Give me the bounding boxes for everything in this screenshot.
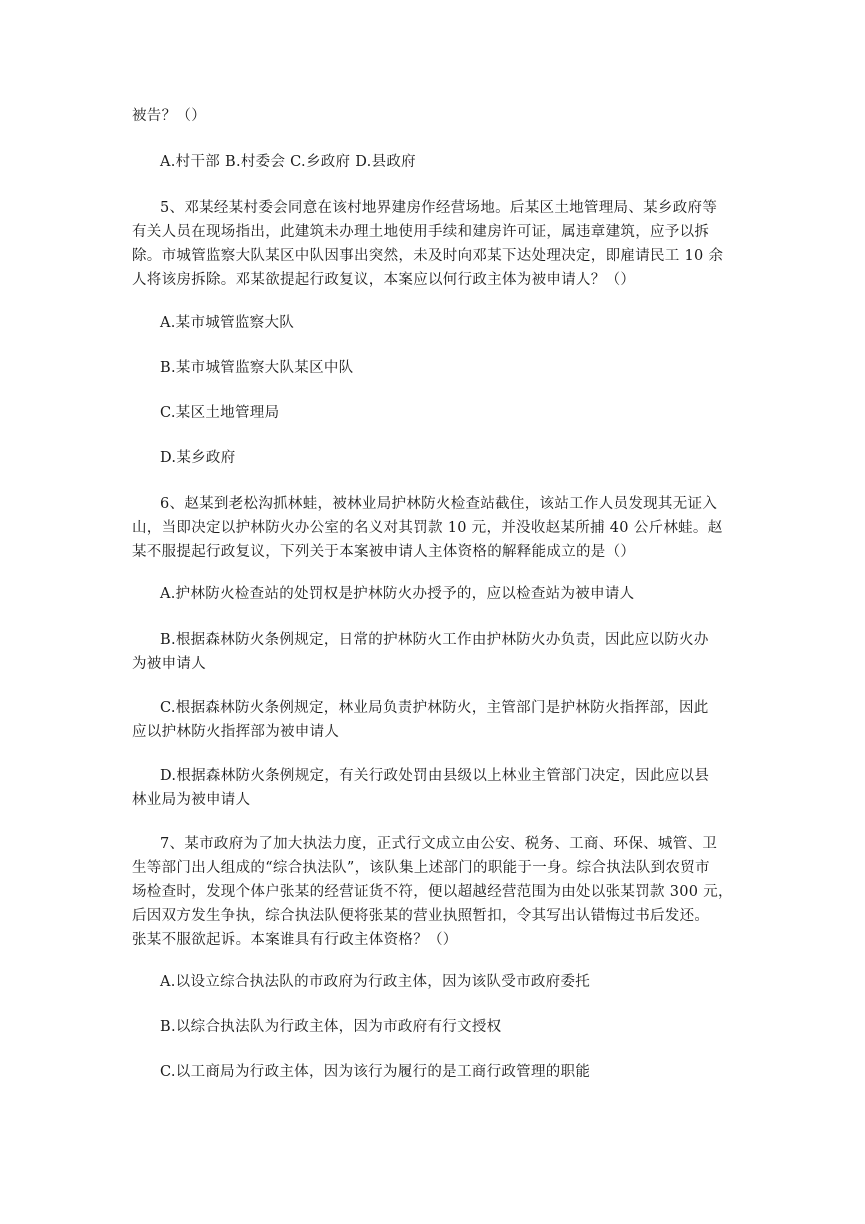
question-7-option-c: C.以工商局为行政主体，因为该行为履行的是工商行政管理的职能 <box>160 1064 591 1080</box>
question-6-option-b <box>132 628 742 676</box>
text-line: 生等部门出人组成的“综合执法队”，该队集上述部门的职能于一身。综合执法队到农贸市 <box>132 860 710 876</box>
text-line: 为被申请人 <box>132 656 206 672</box>
question-7-option-b: B.以综合执法队为行政主体，因为市政府有行文授权 <box>160 1019 502 1035</box>
question-6-option-c <box>132 696 742 744</box>
text-line: C.根据森林防火条例规定，林业局负责护林防火，主管部门是护林防火指挥部，因此 <box>160 700 709 716</box>
text-line: 后因双方发生争执，综合执法队便将张某的营业执照暂扣，令其写出认错悔过书后发还。 <box>132 908 710 924</box>
text-line: B.根据森林防火条例规定，日常的护林防火工作由护林防火办负责，因此应以防火办 <box>160 632 709 648</box>
question-5-option-a: A.某市城管监察大队 <box>160 315 295 331</box>
question-6-stem <box>132 492 742 564</box>
question-5-option-d: D.某乡政府 <box>160 450 236 466</box>
text-line: 应以护林防火指挥部为被申请人 <box>132 724 340 740</box>
question-4-stem-tail: 被告？（） <box>132 108 206 124</box>
question-6-option-a: A.护林防火检查站的处罚权是护林防火办授予的，应以检查站为被申请人 <box>160 586 635 602</box>
text-line: 6、赵某到老松沟抓林蛙，被林业局护林防火检查站截住，该站工作人员发现其无证入 <box>160 496 718 512</box>
text-line: 场检查时，发现个体户张某的经营证货不符，便以超越经营范围为由处以张某罚款 300 元， <box>132 884 733 900</box>
question-7-option-a: A.以设立综合执法队的市政府为行政主体，因为该队受市政府委托 <box>160 974 591 990</box>
question-5-stem <box>132 196 742 292</box>
text-line: D.根据森林防火条例规定，有关行政处罚由县级以上林业主管部门决定，因此应以县 <box>160 768 710 784</box>
text-line: 人将该房拆除。邓某欲提起行政复议，本案应以何行政主体为被申请人？（） <box>132 272 636 288</box>
text-line: 7、某市政府为了加大执法力度，正式行文成立由公安、税务、工商、环保、城管、卫 <box>160 836 718 852</box>
question-5-option-b: B.某市城管监察大队某区中队 <box>160 360 354 376</box>
text-line: 张某不服欲起诉。本案谁具有行政主体资格？（） <box>132 932 458 948</box>
question-5-option-c: C.某区土地管理局 <box>160 405 280 421</box>
text-line: 有关人员在现场指出，此建筑未办理土地使用手续和建房许可证，属违章建筑，应予以拆 <box>132 224 710 240</box>
text-line: 山，当即决定以护林防火办公室的名义对其罚款 10 元，并没收赵某所捕 40 公斤林蛙。赵 <box>132 520 723 536</box>
text-line: 5、邓某经某村委会同意在该村地界建房作经营场地。后某区土地管理局、某乡政府等 <box>160 200 718 216</box>
text-line: 林业局为被申请人 <box>132 792 251 808</box>
question-7-stem <box>132 832 742 952</box>
text-line: 某不服提起行政复议，下列关于本案被申请人主体资格的解释能成立的是（） <box>132 544 636 560</box>
text-line: 除。市城管监察大队某区中队因事出突然，未及时向邓某下达处理决定，即雇请民工 10 余 <box>132 248 724 264</box>
question-6-option-d <box>132 764 742 812</box>
question-4-options: A.村干部 B.村委会 C.乡政府 D.县政府 <box>160 154 416 170</box>
